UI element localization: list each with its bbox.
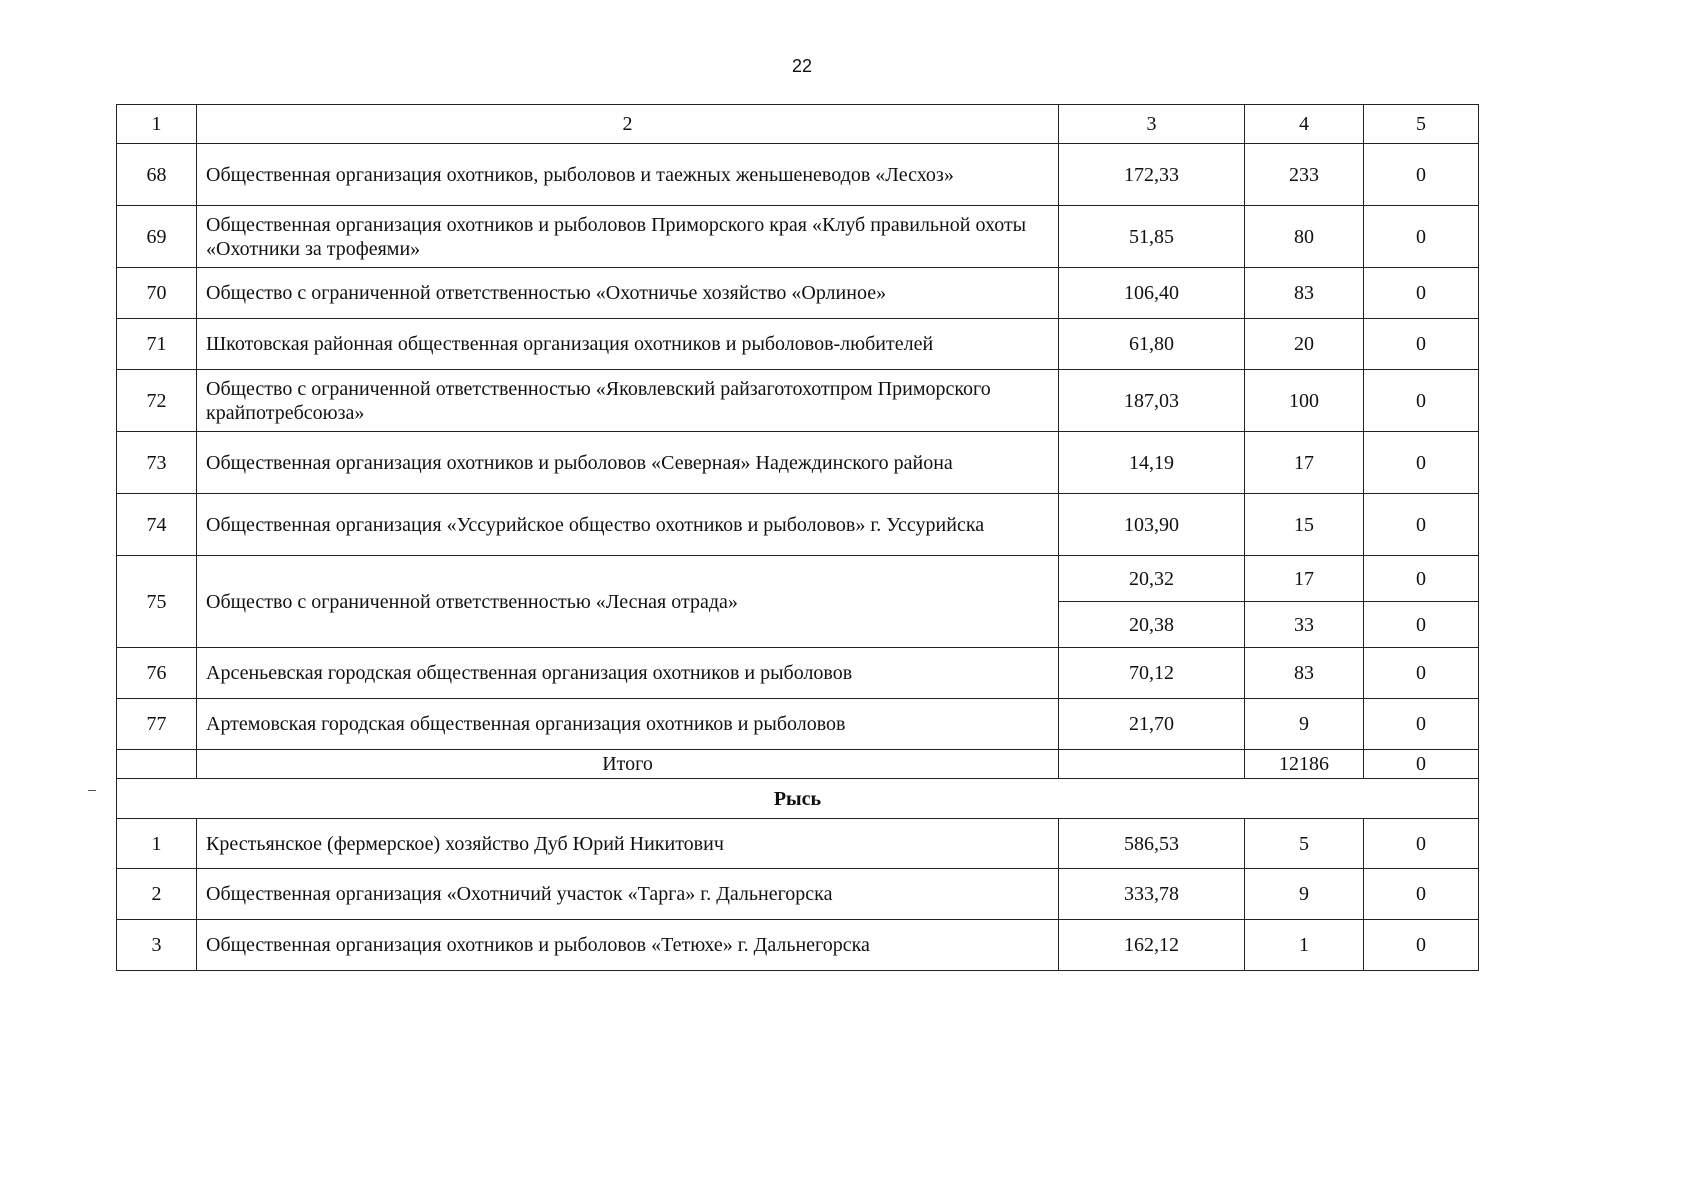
count-value: 20 xyxy=(1245,319,1364,370)
row-number: 68 xyxy=(117,144,197,206)
row-number: 73 xyxy=(117,432,197,494)
col5-value: 0 xyxy=(1364,920,1479,971)
row-number: 70 xyxy=(117,268,197,319)
page-number: 22 xyxy=(791,56,813,76)
area-value: 187,03 xyxy=(1059,370,1245,432)
col5-value: 0 xyxy=(1364,699,1479,750)
count-value: 9 xyxy=(1245,869,1364,920)
area-value: 162,12 xyxy=(1059,920,1245,971)
count-value: 17 xyxy=(1245,432,1364,494)
row-number: 76 xyxy=(117,648,197,699)
row-number: 3 xyxy=(117,920,197,971)
area-value: 51,85 xyxy=(1059,206,1245,268)
area-value: 106,40 xyxy=(1059,268,1245,319)
area-value: 172,33 xyxy=(1059,144,1245,206)
table-row xyxy=(117,319,1479,370)
table-row xyxy=(117,648,1479,699)
header-col-1: 1 xyxy=(117,105,197,144)
row-number: 69 xyxy=(117,206,197,268)
col5-value: 0 xyxy=(1364,268,1479,319)
table-row xyxy=(117,556,1479,602)
table-row xyxy=(117,370,1479,432)
total-col5: 0 xyxy=(1364,750,1479,779)
col5-value: 0 xyxy=(1364,819,1479,869)
organization-name: Общество с ограниченной ответственностью «Лесная отрада» xyxy=(197,556,1059,648)
organization-name: Общественная организация охотников и рыболовов Приморского края «Клуб правильной охоты «Охотники за трофеями» xyxy=(197,206,1059,268)
row-number: 75 xyxy=(117,556,197,648)
row-number: 2 xyxy=(117,869,197,920)
count-value: 83 xyxy=(1245,268,1364,319)
organization-name: Общество с ограниченной ответственностью «Охотничье хозяйство «Орлиное» xyxy=(197,268,1059,319)
total-count: 12186 xyxy=(1245,750,1364,779)
table-row xyxy=(117,869,1479,920)
count-value: 1 xyxy=(1245,920,1364,971)
table-row xyxy=(117,432,1479,494)
col5-value: 0 xyxy=(1364,144,1479,206)
area-value: 20,38 xyxy=(1059,602,1245,648)
count-value: 17 xyxy=(1245,556,1364,602)
section-header-row xyxy=(117,779,1479,819)
organization-name: Общественная организация «Охотничий участок «Тарга» г. Дальнегорска xyxy=(197,869,1059,920)
section-title: Рысь xyxy=(117,779,1479,819)
organization-name: Общество с ограниченной ответственностью «Яковлевский райзаготохотпром Приморского крайпотребсоюза» xyxy=(197,370,1059,432)
organization-name: Общественная организация охотников и рыболовов «Тетюхе» г. Дальнегорска xyxy=(197,920,1059,971)
area-value: 20,32 xyxy=(1059,556,1245,602)
count-value: 233 xyxy=(1245,144,1364,206)
count-value: 5 xyxy=(1245,819,1364,869)
header-col-2: 2 xyxy=(197,105,1059,144)
col5-value: 0 xyxy=(1364,370,1479,432)
col5-value: 0 xyxy=(1364,648,1479,699)
total-area xyxy=(1059,750,1245,779)
organization-name: Арсеньевская городская общественная организация охотников и рыболовов xyxy=(197,648,1059,699)
organization-name: Шкотовская районная общественная организация охотников и рыболовов-любителей xyxy=(197,319,1059,370)
col5-value: 0 xyxy=(1364,602,1479,648)
col5-value: 0 xyxy=(1364,319,1479,370)
area-value: 333,78 xyxy=(1059,869,1245,920)
header-col-4: 4 xyxy=(1245,105,1364,144)
scan-edge-mark xyxy=(88,790,96,791)
count-value: 83 xyxy=(1245,648,1364,699)
organization-name: Артемовская городская общественная организация охотников и рыболовов xyxy=(197,699,1059,750)
count-value: 80 xyxy=(1245,206,1364,268)
area-value: 70,12 xyxy=(1059,648,1245,699)
count-value: 33 xyxy=(1245,602,1364,648)
row-number: 71 xyxy=(117,319,197,370)
col5-value: 0 xyxy=(1364,556,1479,602)
count-value: 100 xyxy=(1245,370,1364,432)
count-value: 15 xyxy=(1245,494,1364,556)
area-value: 14,19 xyxy=(1059,432,1245,494)
area-value: 21,70 xyxy=(1059,699,1245,750)
col5-value: 0 xyxy=(1364,869,1479,920)
organization-name: Общественная организация охотников, рыболовов и таежных женьшеневодов «Лесхоз» xyxy=(197,144,1059,206)
table-row xyxy=(117,819,1479,869)
header-row xyxy=(117,105,1479,144)
total-label: Итого xyxy=(197,750,1059,779)
row-number: 74 xyxy=(117,494,197,556)
col5-value: 0 xyxy=(1364,432,1479,494)
organization-name: Общественная организация охотников и рыболовов «Северная» Надеждинского района xyxy=(197,432,1059,494)
row-number: 77 xyxy=(117,699,197,750)
header-col-3: 3 xyxy=(1059,105,1245,144)
header-col-5: 5 xyxy=(1364,105,1479,144)
area-value: 586,53 xyxy=(1059,819,1245,869)
table-row xyxy=(117,920,1479,971)
row-number: 1 xyxy=(117,819,197,869)
table-row xyxy=(117,206,1479,268)
col5-value: 0 xyxy=(1364,494,1479,556)
total-row-number xyxy=(117,750,197,779)
area-value: 103,90 xyxy=(1059,494,1245,556)
table-row xyxy=(117,268,1479,319)
count-value: 9 xyxy=(1245,699,1364,750)
area-value: 61,80 xyxy=(1059,319,1245,370)
table-row xyxy=(117,144,1479,206)
hunting-grounds-table xyxy=(116,104,1479,971)
table-row xyxy=(117,699,1479,750)
total-row xyxy=(117,750,1479,779)
organization-name: Крестьянское (фермерское) хозяйство Дуб Юрий Никитович xyxy=(197,819,1059,869)
row-number: 72 xyxy=(117,370,197,432)
organization-name: Общественная организация «Уссурийское общество охотников и рыболовов» г. Уссурийска xyxy=(197,494,1059,556)
col5-value: 0 xyxy=(1364,206,1479,268)
table-row xyxy=(117,494,1479,556)
